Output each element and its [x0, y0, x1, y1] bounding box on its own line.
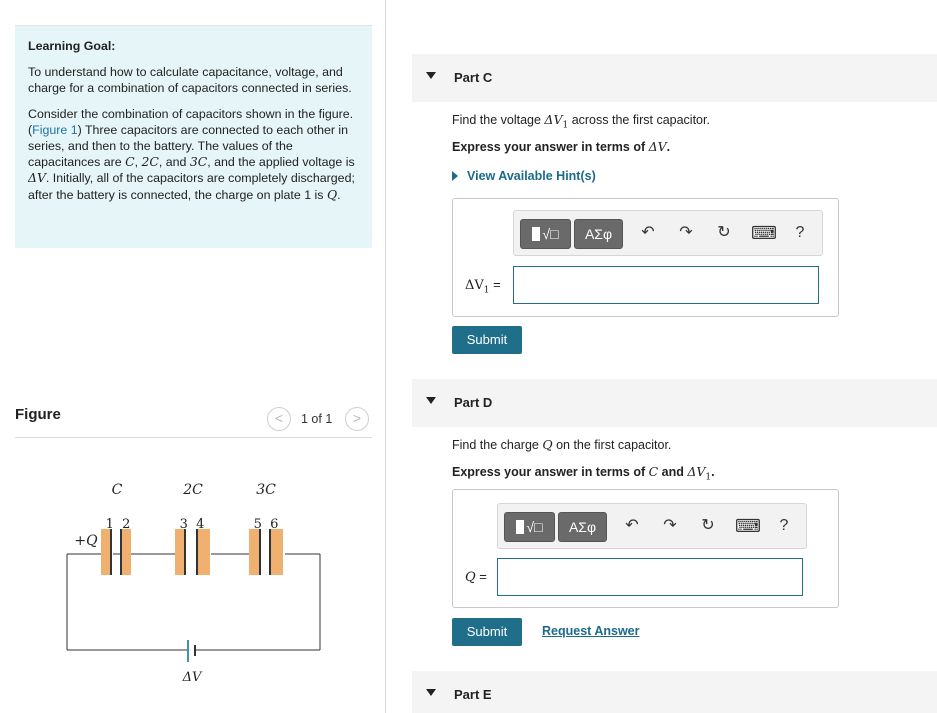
express-text: Express your answer in terms of [452, 140, 649, 154]
description-text: ) Three capacitors are connected to each other in series, and then to the battery. The values of the capacitances are [28, 122, 349, 170]
math-sub: 1 [705, 472, 712, 483]
plate-1 [101, 529, 110, 575]
label-plates-1-2: 1 2 [105, 517, 131, 532]
keyboard-icon[interactable]: ⌨ [751, 223, 777, 243]
description-text: , and the applied voltage is [207, 155, 355, 170]
plate-2-edge [120, 529, 122, 575]
greek-symbols-button[interactable]: ΑΣφ [558, 512, 607, 542]
figure-link[interactable]: Figure 1 [32, 122, 78, 137]
caret-down-icon[interactable] [426, 72, 436, 79]
part-d-express [452, 464, 715, 483]
undo-icon[interactable]: ↶ [641, 224, 655, 241]
math-toolbar [513, 210, 823, 256]
greek-symbols-button[interactable]: ΑΣφ [574, 219, 623, 249]
plate-3-edge [184, 529, 186, 575]
description-text: , [134, 155, 142, 170]
left-pane [0, 0, 386, 713]
charge-q: Q [326, 186, 338, 202]
question-text: across the first capacitor. [568, 113, 710, 127]
template-block-icon [532, 227, 540, 241]
plate-3 [175, 529, 184, 575]
capacitor-3c [249, 529, 285, 575]
label-cap-3c: 3C [256, 482, 276, 498]
label-plates-3-4: 3 4 [179, 517, 205, 532]
chevron-right-icon[interactable]: > [345, 407, 369, 431]
math-sub: 1 [562, 120, 569, 131]
part-d-answer-input[interactable] [497, 558, 803, 596]
express-text: . [711, 465, 715, 479]
part-c-title: Part C [454, 70, 493, 85]
view-hints-label: View Available Hint(s) [467, 169, 596, 183]
plate-4 [198, 529, 210, 575]
description-text: Consider the combination of capacitors shown in the figure.( [28, 106, 354, 137]
reset-icon[interactable]: ↻ [701, 517, 715, 534]
battery [188, 640, 195, 662]
question-text: on the first capacitor. [552, 438, 672, 452]
template-block-icon [516, 520, 524, 534]
capacitor-2c [175, 529, 211, 575]
redo-icon[interactable]: ↷ [679, 224, 693, 241]
part-c-express [452, 139, 670, 154]
capacitor-circuit-diagram [15, 470, 335, 692]
figure-page-count: 1 of 1 [301, 412, 333, 426]
capacitance-2c: 2C [141, 154, 159, 170]
templates-label: √□ [526, 519, 543, 535]
voltage-delta-v: ΔV [28, 170, 46, 186]
figure-header [15, 400, 372, 438]
label-cap-2c: 2C [183, 482, 203, 498]
description-text: . Initially, all of the capacitors are completely discharged; after the battery is connected, the charge on plate 1 is [28, 171, 355, 202]
view-hints-link[interactable] [452, 169, 596, 183]
templates-label: √□ [542, 226, 559, 242]
question-text: Find the voltage [452, 113, 545, 127]
templates-button[interactable] [520, 219, 571, 249]
math-sub: 1 [483, 285, 490, 296]
help-icon[interactable]: ? [795, 224, 805, 241]
plate-5 [249, 529, 259, 575]
express-text: and [658, 465, 688, 479]
learning-goal-box [15, 25, 372, 248]
math-toolbar [497, 503, 807, 549]
plate-2 [122, 529, 131, 575]
learning-goal-heading: Learning Goal: [28, 39, 116, 53]
label-cap-c: C [111, 482, 123, 498]
caret-down-icon[interactable] [426, 689, 436, 696]
caret-down-icon[interactable] [426, 397, 436, 404]
part-c-answer-input[interactable] [513, 266, 819, 304]
redo-icon[interactable]: ↷ [663, 517, 677, 534]
part-e-title: Part E [454, 687, 492, 702]
learning-goal-text: To understand how to calculate capacitance, voltage, and charge for a combination of capacitors connected in series. [28, 65, 352, 96]
templates-button[interactable] [504, 512, 555, 542]
math-var: Q [465, 570, 476, 585]
part-c-submit-button[interactable]: Submit [452, 326, 522, 354]
math-var: ΔV [465, 278, 484, 293]
problem-description [28, 106, 359, 203]
plate-5-edge [259, 529, 261, 575]
undo-icon[interactable]: ↶ [625, 517, 639, 534]
part-c-answer-box [452, 198, 839, 317]
math-var: ΔV [648, 139, 667, 154]
caret-right-icon [452, 171, 458, 181]
math-var: ΔV [544, 112, 563, 127]
description-text: , and [158, 155, 190, 170]
plate-6 [271, 529, 283, 575]
plate-4-edge [196, 529, 198, 575]
chevron-left-icon[interactable]: < [267, 407, 291, 431]
part-c-question [452, 112, 710, 131]
plate-6-edge [269, 529, 271, 575]
part-c-header[interactable] [412, 54, 937, 102]
part-d-question [452, 437, 671, 452]
express-text: . [666, 140, 671, 154]
plate-1-edge [110, 529, 112, 575]
question-text: Find the charge [452, 438, 543, 452]
part-d-header[interactable] [412, 379, 937, 427]
description-text: . [337, 187, 341, 202]
label-battery-delta-v: ΔV [182, 670, 202, 685]
label-plus-q: +Q [74, 533, 98, 549]
math-var: Q [542, 437, 553, 452]
equals-sign: = [475, 569, 487, 584]
math-var: C [648, 464, 659, 479]
part-c-answer-label [465, 277, 501, 296]
capacitor-c [101, 529, 131, 575]
label-plates-5-6: 5 6 [253, 517, 279, 532]
express-text: Express your answer in terms of [452, 465, 649, 479]
figure-title: Figure [15, 406, 61, 423]
part-d-title: Part D [454, 395, 493, 410]
part-e-header[interactable] [412, 671, 937, 713]
capacitance-3c: 3C [189, 154, 208, 170]
capacitance-c: C [125, 154, 135, 170]
part-d-answer-box [452, 489, 839, 608]
keyboard-icon[interactable]: ⌨ [735, 516, 761, 536]
reset-icon[interactable]: ↻ [717, 224, 731, 241]
part-d-answer-label [465, 569, 487, 585]
part-d-submit-button[interactable]: Submit [452, 618, 522, 646]
math-var: ΔV [687, 464, 706, 479]
request-answer-link[interactable]: Request Answer [542, 624, 640, 638]
equals-sign: = [489, 277, 501, 292]
help-icon[interactable]: ? [779, 517, 789, 534]
pane-divider [385, 0, 386, 713]
